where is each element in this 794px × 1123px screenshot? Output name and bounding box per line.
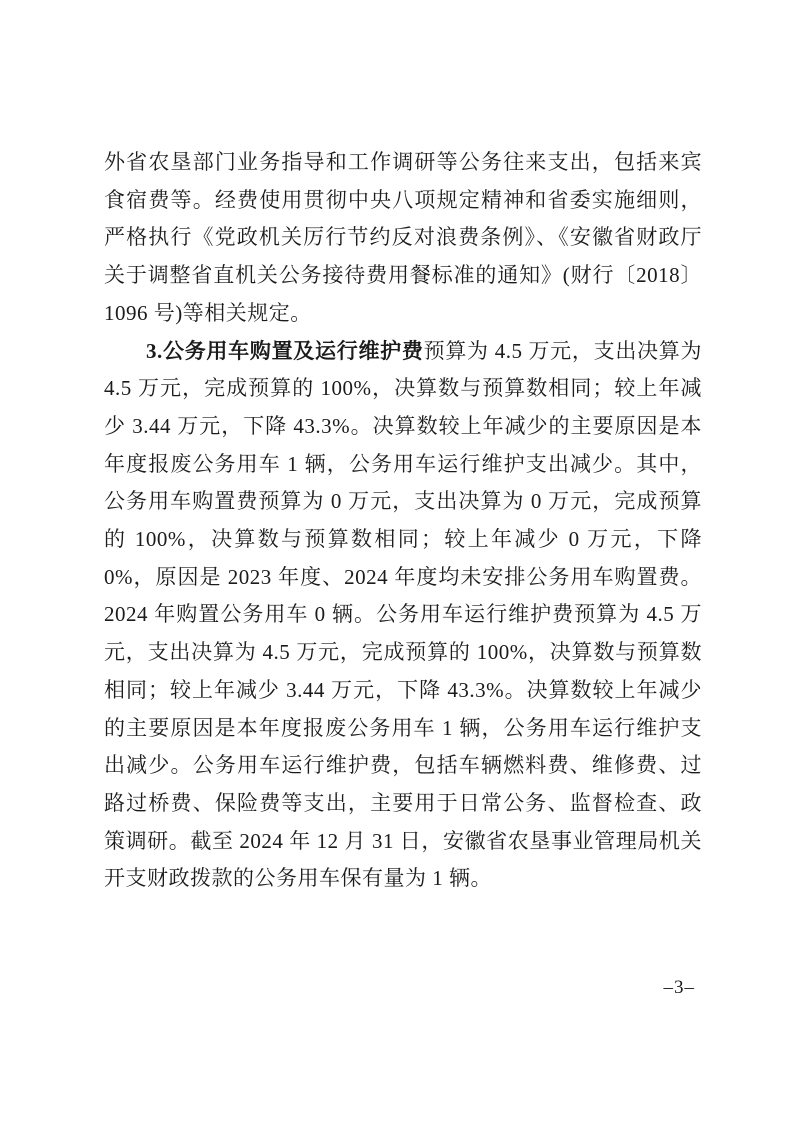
paragraph-bold-heading: 3.公务用车购置及运行维护费 [146, 338, 424, 363]
document-body [104, 144, 702, 898]
paragraph-body-text: 预算为 4.5 万元，支出决算为 4.5 万元，完成预算的 100%，决算数与预算数相同；较上年减少 3.44 万元，下降 43.3%。决算数较上年减少的主要原因是本年度报废公务用车 1 辆，公务用车运行维护支出减少。其中，公务用车购置费预算为 0 万元，支出决算为 0 万元，完成预算的 100%，决算数与预算数相同；较上年减少 0 万元，下降 0%，原因是 2023 年度、2024 年度均未安排公务用车购置费。2024 年购置公务用车 0 辆。公务用车运行维护费预算为 4.5 万元，支出决算为 4.5 万元，完成预算的 100%，决算数与预算数相同；较上年减少 3.44 万元，下降 43.3%。决算数较上年减少的主要原因是本年度报废公务用车 1 辆，公务用车运行维护支出减少。公务用车运行维护费，包括车辆燃料费、维修费、过路过桥费、保险费等支出，主要用于日常公务、监督检查、政策调研。截至 2024 年 12 月 31 日，安徽省农垦事业管理局机关开支财政拨款的公务用车保有量为 1 辆。 [104, 338, 702, 891]
paragraph-official-reception-regulations: 外省农垦部门业务指导和工作调研等公务往来支出，包括来宾食宿费等。经费使用贯彻中央八项规定精神和省委实施细则，严格执行《党政机关厉行节约反对浪费条例》、《安徽省财政厅关于调整省直机关公务接待费用餐标准的通知》(财行〔2018〕1096 号)等相关规定。 [104, 150, 702, 325]
page-number: –3– [663, 977, 695, 998]
paragraph-official-vehicle-expenses [104, 333, 702, 899]
